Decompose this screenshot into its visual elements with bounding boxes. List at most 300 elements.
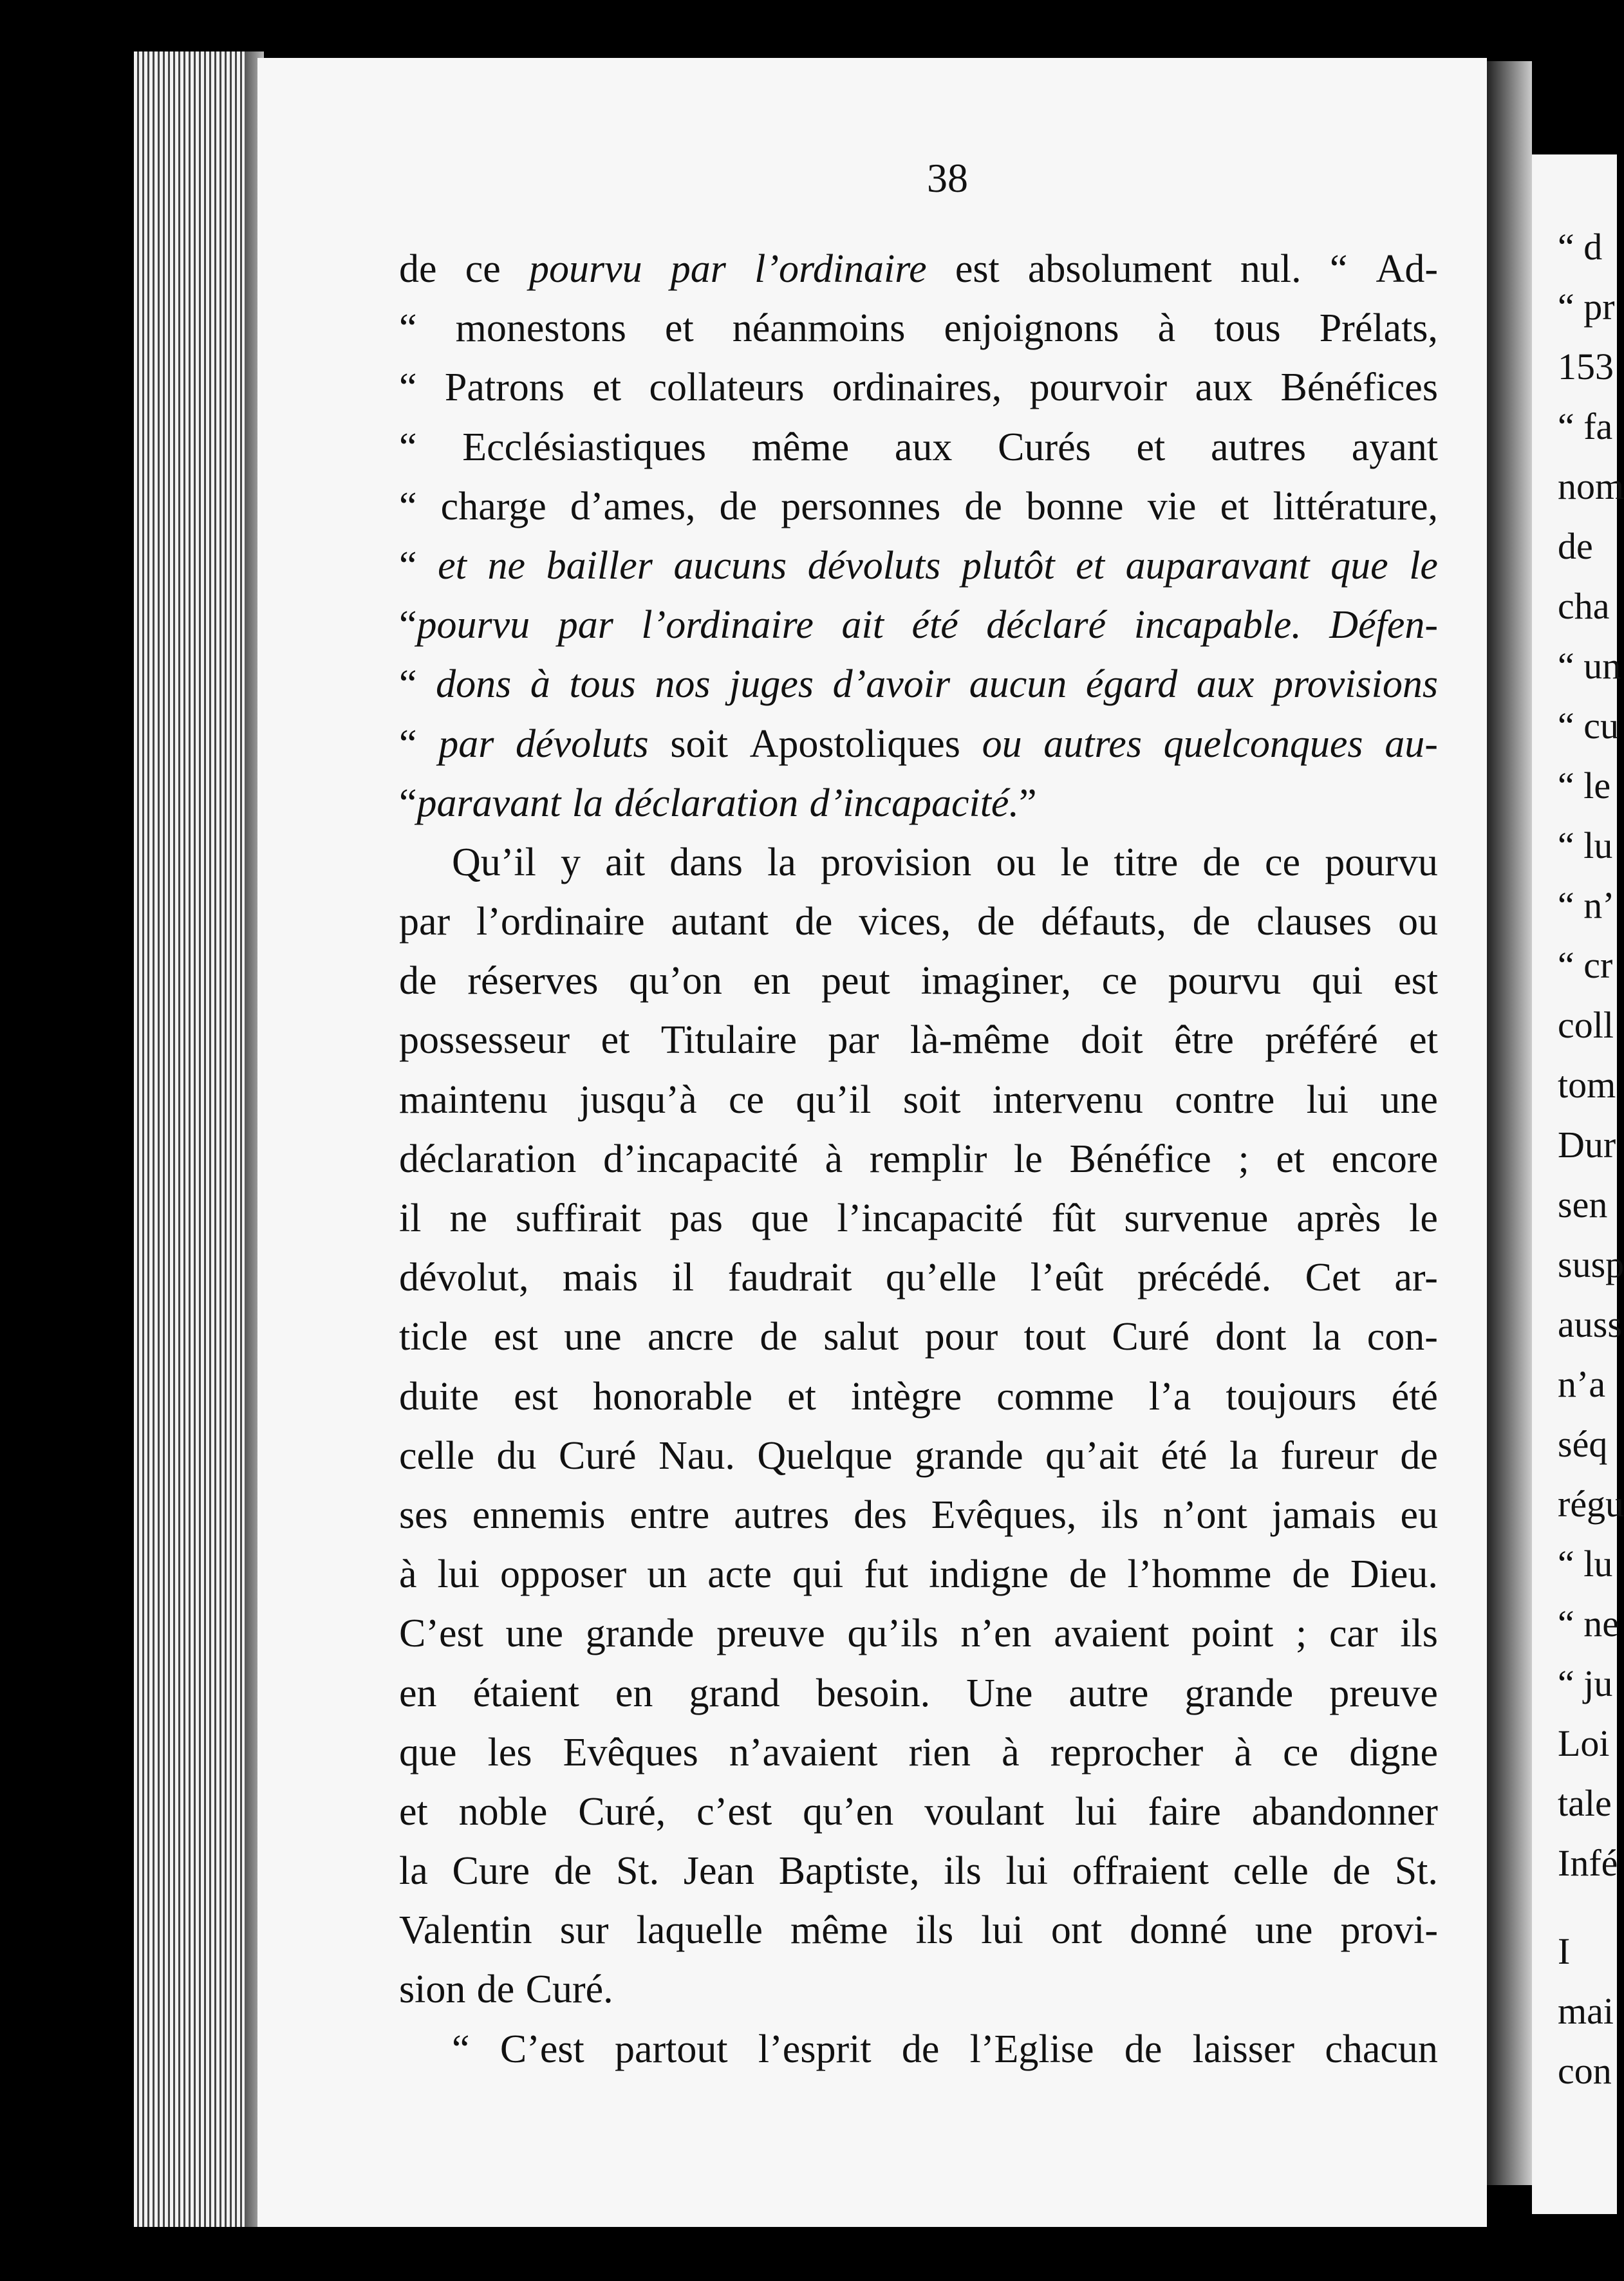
word: de — [1400, 1433, 1438, 1478]
facing-page-line-fragment: Loi — [1558, 1722, 1610, 1764]
text-line — [399, 1664, 1438, 1723]
word: autre — [1069, 1671, 1149, 1715]
word: laquelle — [636, 1908, 763, 1953]
word: et — [1076, 543, 1105, 588]
word: “ — [399, 662, 417, 707]
word: “ — [399, 425, 417, 469]
text-line — [399, 1189, 1438, 1248]
facing-page-edge — [1532, 154, 1624, 2214]
word: ce — [1265, 840, 1301, 884]
word: l’incapacité — [837, 1196, 1023, 1240]
word: ordinaires, — [832, 366, 1002, 410]
facing-page-line-fragment: auss — [1558, 1303, 1622, 1345]
text-line — [399, 418, 1438, 477]
word: d’incapacité.” — [809, 781, 1037, 825]
facing-page-line-fragment: séq — [1558, 1423, 1608, 1465]
word: déclaration — [614, 781, 799, 825]
word: littérature, — [1273, 484, 1438, 528]
word: par — [670, 247, 726, 291]
word: et — [1136, 425, 1166, 469]
word: d’ames, — [570, 484, 696, 528]
word: étaient — [472, 1671, 579, 1715]
facing-page-line-fragment: con — [1558, 2050, 1612, 2092]
word: plutôt — [961, 543, 1055, 588]
word: sur — [559, 1908, 609, 1953]
word: grande — [1184, 1671, 1294, 1715]
word: soit — [902, 1077, 961, 1122]
facing-page-line-fragment: “ lu — [1558, 824, 1613, 866]
word: car — [1329, 1612, 1378, 1656]
word: l’homme — [1127, 1552, 1272, 1597]
word: ce — [1101, 959, 1137, 1003]
word: de — [1332, 1849, 1370, 1894]
word: grande — [914, 1433, 1023, 1478]
word: duite — [399, 1374, 479, 1419]
word: provisions — [1273, 662, 1438, 707]
word: entre — [630, 1493, 710, 1537]
word: à — [1002, 1730, 1020, 1774]
word: possesseur — [399, 1018, 570, 1063]
word: c’est — [696, 1789, 772, 1834]
word: un — [647, 1552, 687, 1597]
word: l’Eglise — [969, 2027, 1094, 2071]
word: lui — [981, 1908, 1023, 1953]
word: abandonner — [1251, 1789, 1438, 1834]
word: encore — [1331, 1137, 1438, 1181]
word: une — [1380, 1077, 1438, 1122]
text-line — [399, 951, 1438, 1010]
word: égard — [1085, 662, 1178, 707]
word: pas — [669, 1196, 723, 1240]
word: Ecclésiastiques — [462, 425, 706, 469]
word: Evêques — [563, 1730, 698, 1774]
text-line — [399, 774, 1438, 833]
facing-page-line-fragment: “ n’ — [1558, 884, 1615, 926]
word: de — [901, 2027, 940, 2071]
facing-page-line-fragment: tale — [1558, 1782, 1612, 1824]
word: du — [496, 1433, 537, 1478]
word: “ — [399, 722, 417, 766]
word: St. — [1394, 1849, 1438, 1894]
word: n’en — [960, 1612, 1032, 1656]
text-line — [399, 1545, 1438, 1604]
text-line — [399, 1901, 1438, 1960]
word: Baptiste, — [778, 1849, 920, 1894]
word: lui — [1306, 1077, 1349, 1122]
word: même — [751, 425, 850, 469]
word: indigne — [929, 1552, 1049, 1597]
word: de — [1192, 900, 1231, 944]
facing-page-line-fragment: “ un — [1558, 645, 1621, 687]
word: mais — [563, 1256, 639, 1300]
word: de — [399, 247, 437, 291]
facing-page-line-fragment: “ ne — [1558, 1603, 1619, 1644]
facing-page-line-fragment: “ lu — [1558, 1543, 1613, 1585]
word: été — [1161, 1433, 1208, 1478]
word: quelconques — [1163, 722, 1363, 766]
word: intervenu — [992, 1077, 1143, 1122]
word: et — [1409, 1018, 1438, 1063]
word: personnes — [781, 484, 941, 528]
page-number: 38 — [927, 155, 968, 201]
facing-page-line-fragment: régu — [1558, 1483, 1624, 1525]
facing-page-line-fragment: “ ju — [1558, 1662, 1613, 1704]
word: intègre — [850, 1374, 962, 1419]
word: jusqu’à — [579, 1077, 697, 1122]
word: d’avoir — [832, 662, 951, 707]
facing-page-line-fragment: Infé — [1558, 1842, 1618, 1884]
word: pour — [924, 1315, 998, 1359]
word: néanmoins — [732, 306, 906, 351]
word: Evêques, — [931, 1493, 1077, 1537]
word: de — [964, 484, 1002, 528]
text-line — [399, 1070, 1438, 1130]
word: provi- — [1340, 1908, 1438, 1953]
word: ont — [1050, 1908, 1103, 1953]
word: ce — [1283, 1730, 1319, 1774]
word: le — [1409, 1196, 1438, 1240]
word: être — [1174, 1018, 1234, 1063]
word: voulant — [924, 1789, 1045, 1834]
word: précédé. — [1137, 1256, 1272, 1300]
word: autres — [1043, 722, 1142, 766]
word: Une — [966, 1671, 1033, 1715]
text-line — [399, 1485, 1438, 1545]
word: l’ordinaire — [476, 900, 645, 944]
word: les — [487, 1730, 532, 1774]
word: pourvu — [528, 247, 642, 291]
word: la — [399, 1849, 428, 1894]
word: ticle — [399, 1315, 468, 1359]
word: à — [1234, 1730, 1252, 1774]
word: une — [564, 1315, 622, 1359]
word: ou — [996, 840, 1036, 884]
word: monestons — [455, 306, 626, 351]
word: avaient — [1054, 1612, 1170, 1656]
word: qu’il — [796, 1077, 872, 1122]
word: qu’on — [629, 959, 722, 1003]
word: digne — [1349, 1730, 1438, 1774]
word: est — [955, 247, 1000, 291]
word: “pourvu — [399, 603, 530, 647]
text-line — [399, 299, 1438, 358]
facing-page-line-fragment: tom — [1558, 1064, 1616, 1106]
word: de — [719, 484, 758, 528]
word: ce — [728, 1077, 765, 1122]
word: aux — [1195, 366, 1253, 410]
word: ennemis — [472, 1493, 606, 1537]
word: Titulaire — [660, 1018, 797, 1063]
word: que — [751, 1196, 809, 1240]
word: enjoignons — [944, 306, 1119, 351]
word: Qu’il — [452, 840, 536, 884]
word: celle — [1233, 1849, 1309, 1894]
facing-page-line-fragment: “ cu — [1558, 705, 1619, 747]
word: et — [601, 1018, 630, 1063]
word: Curés — [998, 425, 1091, 469]
facing-page-line-fragment: sen — [1558, 1184, 1608, 1225]
word: “ — [399, 543, 417, 588]
word: donné — [1130, 1908, 1227, 1953]
text-line — [399, 2020, 1438, 2079]
text-line — [399, 1307, 1438, 1366]
word: Curé — [1112, 1315, 1190, 1359]
word: que — [399, 1730, 457, 1774]
word: titre — [1114, 840, 1179, 884]
word: C’est — [499, 2027, 584, 2071]
word: l’ordinaire — [754, 247, 927, 291]
word: Patrons — [444, 366, 565, 410]
word: doit — [1081, 1018, 1143, 1063]
word: par — [399, 900, 451, 944]
facing-page-line-fragment: “ fa — [1558, 405, 1613, 447]
word: ne — [449, 1196, 487, 1240]
text-line — [399, 655, 1438, 714]
word: que — [1330, 543, 1388, 588]
word: ils — [1400, 1612, 1438, 1656]
word: aux — [1196, 662, 1255, 707]
facing-page-line-fragment: “ pr — [1558, 286, 1615, 328]
word: remplir — [869, 1137, 987, 1181]
word: lui — [1005, 1849, 1048, 1894]
word: qui — [1312, 959, 1363, 1003]
word: après — [1296, 1196, 1381, 1240]
word: la — [1312, 1315, 1341, 1359]
word: incapable. — [1134, 603, 1302, 647]
word: là-même — [910, 1018, 1050, 1063]
word: aucuns — [673, 543, 787, 588]
word: à — [399, 1552, 417, 1597]
word: ils — [915, 1908, 954, 1953]
facing-page-line-fragment: “ cr — [1558, 944, 1613, 986]
text-line — [399, 833, 1438, 892]
word: Cure — [452, 1849, 530, 1894]
text-line — [399, 595, 1438, 655]
word: grand — [689, 1671, 780, 1715]
word: tous — [1214, 306, 1281, 351]
word: ar- — [1394, 1256, 1438, 1300]
word: comme — [996, 1374, 1114, 1419]
word: fut — [864, 1552, 909, 1597]
word: de — [1069, 1552, 1107, 1597]
word: de — [476, 1968, 515, 2012]
facing-page-line-fragment: 153 — [1558, 346, 1614, 387]
text-line — [399, 1604, 1438, 1663]
word: rien — [908, 1730, 971, 1774]
word: Curé, — [578, 1789, 666, 1834]
word: C’est — [399, 1612, 483, 1656]
word: qu’ils — [847, 1612, 938, 1656]
word: en — [752, 959, 791, 1003]
word: “ — [399, 484, 417, 528]
word: “ — [399, 306, 417, 351]
word: est — [494, 1315, 538, 1359]
word: Apostoliques — [749, 722, 960, 766]
word: par — [438, 722, 494, 766]
word: partout — [615, 2027, 728, 2071]
text-line — [399, 1010, 1438, 1070]
word: en — [615, 1671, 653, 1715]
word: dévoluts — [807, 543, 941, 588]
word: point — [1191, 1612, 1274, 1656]
word: honorable — [593, 1374, 752, 1419]
word: survenue — [1124, 1196, 1269, 1240]
text-line — [399, 1841, 1438, 1901]
word: est — [514, 1374, 558, 1419]
word: Jean — [683, 1849, 755, 1894]
word: l’ordinaire — [641, 603, 814, 647]
word: clauses — [1256, 900, 1372, 944]
word: ayant — [1351, 425, 1438, 469]
text-line — [399, 1367, 1438, 1426]
word: noble — [458, 1789, 548, 1834]
facing-page-line-fragment: coll — [1558, 1004, 1614, 1046]
word: de — [976, 900, 1015, 944]
word: lui — [437, 1552, 480, 1597]
word: et — [438, 543, 467, 588]
word: ; — [1238, 1137, 1249, 1181]
word: l’eût — [1030, 1256, 1104, 1300]
word: juges — [729, 662, 814, 707]
word: charge — [440, 484, 546, 528]
book-page-stack-edge — [134, 51, 250, 2227]
word: St. — [615, 1849, 660, 1894]
word: ait — [605, 840, 646, 884]
word: à — [825, 1137, 843, 1181]
word: “paravant — [399, 781, 561, 825]
text-line — [399, 1723, 1438, 1782]
word: besoin. — [816, 1671, 931, 1715]
word: aux — [894, 425, 953, 469]
word: par — [828, 1018, 879, 1063]
word: suffirait — [516, 1196, 642, 1240]
text-line — [399, 1248, 1438, 1307]
word: une — [505, 1612, 564, 1656]
facing-page-line-fragment: I — [1558, 1930, 1571, 1972]
word: pourvu — [1325, 840, 1438, 884]
word: imaginer, — [920, 959, 1071, 1003]
word: à — [1157, 306, 1176, 351]
word: bailler — [546, 543, 653, 588]
word: Ad- — [1376, 247, 1438, 291]
word: de — [794, 900, 833, 944]
word: dont — [1215, 1315, 1287, 1359]
word: la — [1229, 1433, 1258, 1478]
text-line — [399, 892, 1438, 951]
word: peut — [821, 959, 890, 1003]
word: de — [554, 1849, 592, 1894]
word: chacun — [1325, 2027, 1438, 2071]
word: y — [561, 840, 581, 884]
word: qui — [792, 1552, 844, 1597]
word: “ — [1329, 247, 1348, 291]
word: contre — [1175, 1077, 1275, 1122]
page-body-text — [399, 239, 1438, 2079]
word: ils — [1101, 1493, 1139, 1537]
word: nul. — [1240, 247, 1302, 291]
word: il — [671, 1256, 695, 1300]
word: ils — [944, 1849, 982, 1894]
word: Curé — [559, 1433, 637, 1478]
word: le — [1409, 543, 1438, 588]
word: et — [399, 1789, 428, 1834]
word: tout — [1023, 1315, 1087, 1359]
word: en — [399, 1671, 437, 1715]
facing-page-line-fragment: nom — [1558, 465, 1624, 507]
word: con- — [1367, 1315, 1438, 1359]
word: il — [399, 1196, 422, 1240]
word: vie — [1147, 484, 1197, 528]
word: dons — [436, 662, 512, 707]
word: reprocher — [1050, 1730, 1204, 1774]
word: Défen- — [1329, 603, 1438, 647]
word: maintenu — [399, 1077, 548, 1122]
word: vices, — [859, 900, 951, 944]
text-line — [399, 1960, 1438, 2019]
word: ses — [399, 1493, 448, 1537]
word: de — [1292, 1552, 1330, 1597]
word: qu’en — [803, 1789, 894, 1834]
word: Bénéfice — [1069, 1137, 1211, 1181]
word: ancre — [647, 1315, 734, 1359]
word: ce — [465, 247, 501, 291]
word: Valentin — [399, 1908, 532, 1953]
text-line — [399, 239, 1438, 299]
word: et — [592, 366, 622, 410]
word: opposer — [499, 1552, 627, 1597]
word: ; — [1296, 1612, 1307, 1656]
word: eu — [1400, 1493, 1438, 1537]
word: par — [557, 603, 613, 647]
word: de — [1124, 2027, 1162, 2071]
word: l’a — [1148, 1374, 1191, 1419]
word: le — [1060, 840, 1090, 884]
word: l’esprit — [758, 2027, 872, 2071]
facing-page-line-fragment: susp — [1558, 1243, 1624, 1285]
word: le — [1014, 1137, 1043, 1181]
word: la — [572, 781, 603, 825]
book-gutter — [1487, 61, 1532, 2185]
word: Quelque — [757, 1433, 893, 1478]
word: été — [1391, 1374, 1438, 1419]
word: de — [760, 1315, 798, 1359]
word: dévolut, — [399, 1256, 529, 1300]
word: de — [399, 959, 437, 1003]
word: grande — [585, 1612, 695, 1656]
word: et — [664, 306, 694, 351]
text-line — [399, 1782, 1438, 1841]
word: autres — [1210, 425, 1306, 469]
word: bonne — [1026, 484, 1124, 528]
word: “ — [452, 2027, 470, 2071]
word: des — [854, 1493, 907, 1537]
word: déclaré — [986, 603, 1106, 647]
word: qu’elle — [886, 1256, 997, 1300]
word: “ — [399, 366, 417, 410]
word: ne — [487, 543, 525, 588]
word: autant — [671, 900, 769, 944]
word: preuve — [1329, 1671, 1438, 1715]
word: dévoluts — [516, 722, 649, 766]
word: celle — [399, 1433, 475, 1478]
facing-page-line-fragment: mai — [1558, 1990, 1614, 2032]
facing-page-line-fragment: Dur — [1558, 1124, 1616, 1166]
facing-page-line-fragment: “ d — [1558, 226, 1603, 268]
word: qu’ait — [1045, 1433, 1139, 1478]
word: et — [1220, 484, 1249, 528]
word: n’ont — [1162, 1493, 1247, 1537]
word: lui — [1074, 1789, 1117, 1834]
